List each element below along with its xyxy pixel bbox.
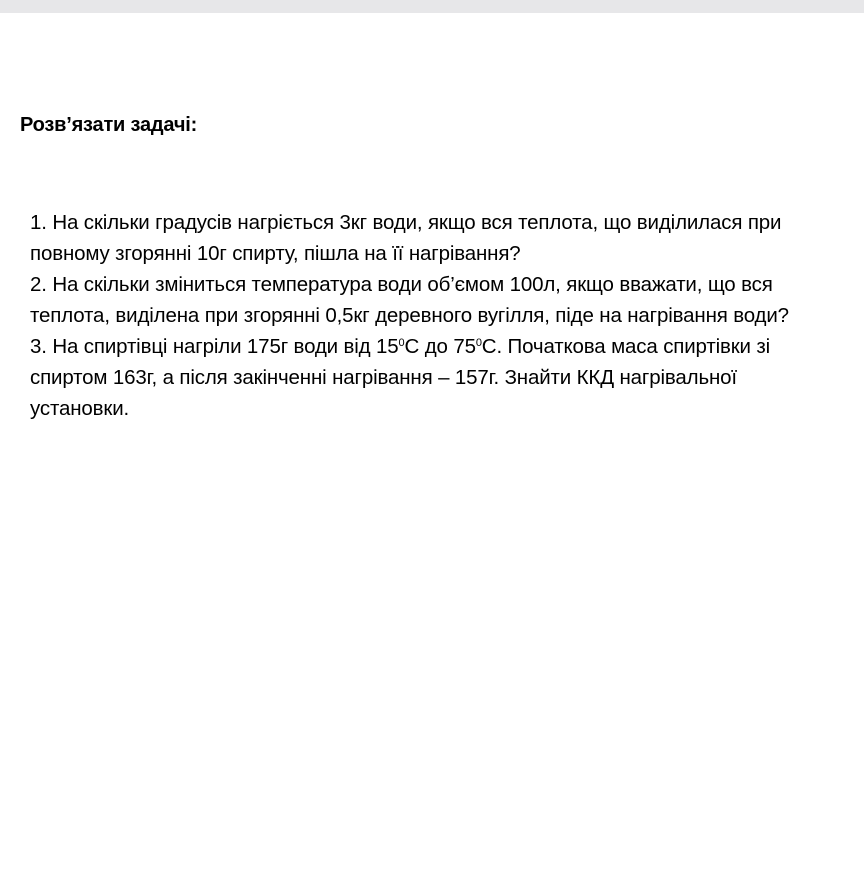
degree-superscript: 0 xyxy=(398,337,405,349)
degree-superscript: 0 xyxy=(475,337,482,349)
problem-list xyxy=(30,207,860,424)
problem-1 xyxy=(30,207,860,269)
top-bar xyxy=(0,0,864,13)
problem-1-line-2: повному згорянні 10г спирту, пішла на її нагрівання? xyxy=(30,242,521,265)
problem-3-text-c: С. Початкова маса спиртівки зі xyxy=(481,335,771,358)
problem-3 xyxy=(30,331,860,424)
problem-2 xyxy=(30,269,860,331)
problem-2-line-2: теплота, виділена при згорянні 0,5кг деревного вугілля, піде на нагрівання води? xyxy=(30,304,789,327)
problem-3-line-1 xyxy=(30,331,860,362)
problem-3-line-2: спиртом 163г, а після закінченні нагрівання – 157г. Знайти ККД нагрівальної xyxy=(30,366,737,389)
problem-3-text-b: С до 75 xyxy=(404,335,476,358)
problem-1-line-1: 1. На скільки градусів нагріється 3кг води, якщо вся теплота, що виділилася при xyxy=(30,211,782,234)
problem-3-text-a: 3. На спиртівці нагріли 175г води від 15 xyxy=(30,335,399,358)
problem-2-line-1: 2. На скільки зміниться температура води об’ємом 100л, якщо вважати, що вся xyxy=(30,273,773,296)
problem-3-line-3: установки. xyxy=(30,397,130,420)
page-heading: Розв’язати задачі: xyxy=(20,114,198,136)
